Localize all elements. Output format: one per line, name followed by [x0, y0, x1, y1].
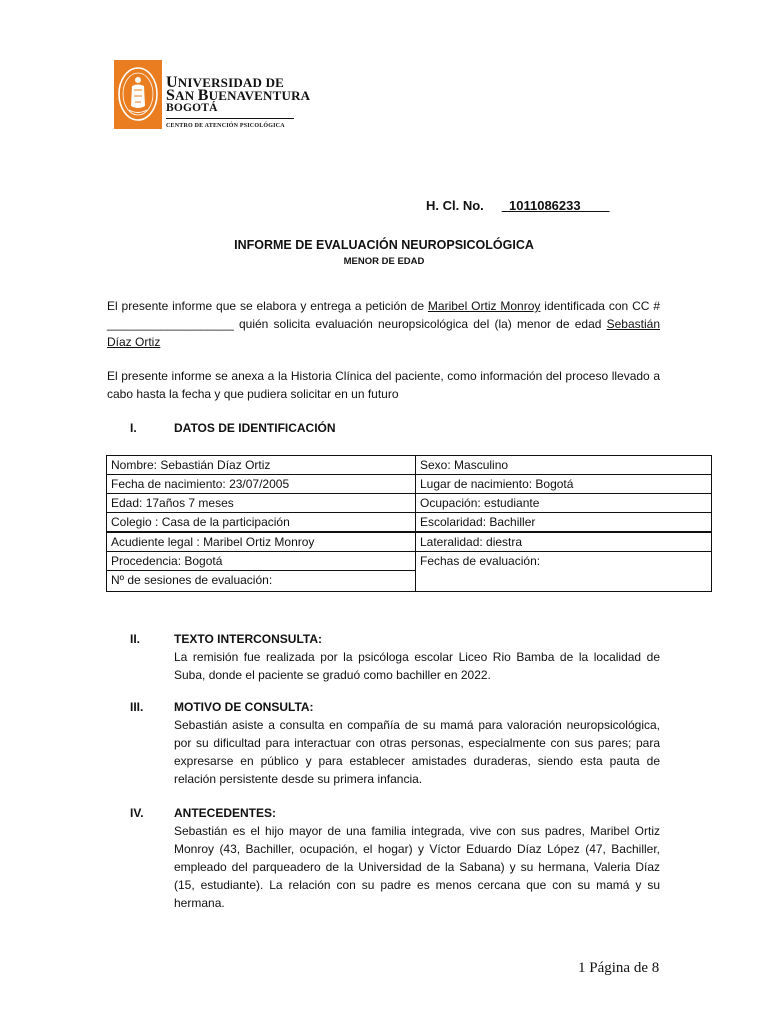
record-label: H. Cl. No. [426, 198, 484, 213]
section-3-title: MOTIVO DE CONSULTA: [174, 700, 314, 714]
section-4-title: ANTECEDENTES: [174, 806, 277, 820]
table-row [107, 494, 712, 513]
section-4-number: IV. [130, 806, 144, 820]
table-cell: Ocupación: estudiante [416, 494, 712, 513]
page-number: 1 Página de 8 [578, 960, 660, 976]
section-1-number: I. [130, 421, 137, 435]
table-row [107, 513, 712, 533]
table-cell: Nombre: Sebastián Díaz Ortiz [107, 456, 416, 475]
university-line-1: UNIVERSIDAD DE [166, 74, 285, 91]
university-name-block [166, 74, 311, 129]
university-line-1-text: NIVERSIDAD DE [177, 75, 285, 90]
table-row [107, 532, 712, 552]
university-line-2: SAN BUENAVENTURA [166, 87, 311, 104]
table-cell: Fecha de nacimiento: 23/07/2005 [107, 475, 416, 494]
table-cell: Nº de sesiones de evaluación: [107, 571, 416, 592]
section-2-title: TEXTO INTERCONSULTA: [174, 632, 322, 646]
record-number: _1011086233____ [501, 198, 610, 213]
section-3-number: III. [130, 700, 144, 714]
annex-paragraph: El presente informe se anexa a la Historia Clínica del paciente, como información del proceso llevado a cabo hasta la fecha y que pudiera solicitar en un futuro [107, 369, 660, 401]
clinical-record-number [426, 198, 610, 213]
section-2-text: La remisión fue realizada por la psicóloga escolar Liceo Rio Bamba de la localidad de Suba, donde el paciente se graduó como bachiller en 2022. [174, 650, 660, 682]
section-3-text: Sebastián asiste a consulta en compañía de su mamá para valoración neuropsicológica, por su dificultad para interactuar con otras personas, especialmente con sus pares; para expresarse en público y para establecer amistades duraderas, siendo esta pauta de relación persistente desde su primera infancia. [174, 718, 660, 786]
logo-divider [166, 118, 294, 119]
requester-name: Maribel Ortiz Monroy [427, 299, 541, 313]
identification-table [106, 455, 712, 592]
section-4-text: Sebastián es el hijo mayor de una familia integrada, vive con sus padres, Maribel Ortiz Monroy (43, Bachiller, ocupación, el hogar) y Víctor Eduardo Díaz López (47, Bachiller, empleado del parqueadero de la Universidad de la Sabana) y su hermana, Valeria Díaz (15, estudiante). La relación con su padre es menos cercana que con su mamá y su hermana. [174, 824, 660, 910]
table-cell: Sexo: Masculino [416, 456, 712, 475]
university-seal-icon [117, 66, 159, 122]
table-cell: Fechas de evaluación: [416, 552, 712, 592]
center-name: CENTRO DE ATENCIÓN PSICOLÓGICA [166, 123, 285, 129]
section-2-number: II. [130, 632, 141, 646]
table-cell: Lugar de nacimiento: Bogotá [416, 475, 712, 494]
intro-paragraph: El presente informe que se elabora y entrega a petición de Maribel Ortiz Monroy identificada con CC # ___________________ quién solicita evaluación neuropsicológica del (la) menor de edad Sebastián Díaz Ortiz [107, 299, 660, 349]
table-cell: Escolaridad: Bachiller [416, 513, 712, 533]
table-cell: Edad: 17años 7 meses [107, 494, 416, 513]
table-cell: Acudiente legal : Maribel Ortiz Monroy [107, 532, 416, 552]
report-subtitle: MENOR DE EDAD [343, 256, 425, 267]
patient-name: Sebastián Díaz Ortiz [107, 317, 660, 349]
section-1-title: DATOS DE IDENTIFICACIÓN [174, 421, 336, 435]
university-logo [114, 60, 162, 129]
report-title: INFORME DE EVALUACIÓN NEUROPSICOLÓGICA [234, 238, 534, 252]
university-line-3: BOGOTÁ [166, 102, 218, 114]
table-row [107, 475, 712, 494]
table-cell: Colegio : Casa de la participación [107, 513, 416, 533]
table-cell: Lateralidad: diestra [416, 532, 712, 552]
table-cell: Procedencia: Bogotá [107, 552, 416, 571]
table-row [107, 552, 712, 571]
table-row [107, 456, 712, 475]
